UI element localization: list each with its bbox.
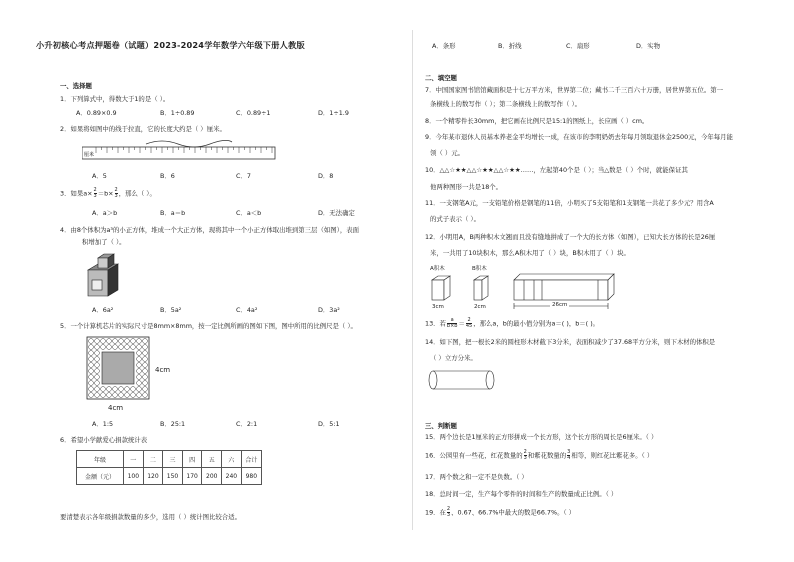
q2-option-c: C．7 [236,172,251,180]
q2-option-d: D．8 [318,172,334,180]
q16-text-mid: 和紫花数量的 [527,451,567,460]
q19-fraction: $\frac{2}{3}$ [446,506,451,518]
question-16 [425,450,653,461]
question-17: 17．两个数之和一定不是负数。（ ） [425,473,528,481]
block-a-label: A积木 [430,266,445,272]
q3-option-d: D．无法确定 [318,209,355,217]
section-choice-title: 一、选择题 [60,82,92,90]
chip-pin [143,369,148,374]
question-12-line1: 12．小明用A，B两种积木文翘而且没有缝地拼成了一个大的长方体（如图），已知大长方体的长是26厘 [425,233,716,241]
block-b-label: B积木 [472,266,487,272]
chip-pin [137,345,142,350]
table-row [77,468,262,485]
block-b-dimension: 2cm [474,304,486,310]
table-cell: 六 [222,451,242,468]
question-3 [60,188,156,199]
chip-pin [107,393,112,398]
chip-pin [89,381,94,386]
ruler-figure [82,138,277,164]
q16-text-end: 相等，则红花比紫花多。（ ） [571,451,654,460]
chip-pin [113,393,118,398]
q3-text-end: ，那么（ ）。 [118,189,156,198]
question-7-line2: 条横线上的数写作（ ）；第二条横线上的数写作（ ）。 [430,100,582,108]
question-1: 1．下列算式中，得数大于1的是（ ）。 [60,95,170,103]
q3-text-start: 3．如果a× [60,189,93,198]
chip-pin [113,387,118,392]
chip-pin [137,381,142,386]
chip-pin [131,339,136,344]
q3-text-mid: ＝b× [97,189,114,198]
ruler-unit-label: 厘米 [84,152,95,158]
question-12-line2: 米，一共用了10块积木，那么A积木用了（ ）块，B积木用了（ ）块。 [430,249,630,257]
q4-option-d: D．3a² [318,306,340,314]
table-cell: 100 [124,468,144,485]
donation-table [76,450,262,485]
question-9-line1: 9．今年某市退休人员基本养老金平均增长一成，在该市的李明奶奶去年每月领取退休金2500元，今年每月能 [425,133,733,141]
column-divider [412,30,413,530]
chip-pin [137,351,142,356]
table-cell: 五 [202,451,222,468]
q5-option-d: D．5:1 [318,420,340,428]
chip-pin [119,339,124,344]
table-cell: 四 [182,451,202,468]
chip-pin [107,345,112,350]
chip-pin [101,345,106,350]
chip-pin [101,387,106,392]
chip-pin [119,345,124,350]
chip-pin [89,363,94,368]
table-cell: 年级 [77,451,124,468]
q5-option-b: B．25:1 [160,420,186,428]
chip-pin [113,345,118,350]
chip-pin [95,393,100,398]
curve-line [146,140,232,147]
question-15: 15．两个边长是1厘米的正方形拼成一个长方形，这个长方形的周长是6厘米。（ ） [425,433,658,441]
q6-option-a: A．条形 [432,42,456,50]
q3-option-a: A．a＞b [92,209,118,217]
q16-fraction-2: $\frac{3}{4}$ [567,449,571,461]
chip-pin [143,363,148,368]
chip-pin [89,369,94,374]
q4-option-b: B．5a² [160,306,182,314]
q13-fraction-2: $\frac{2}{45}$ [465,317,473,329]
chip-pin [95,375,100,380]
q6-option-c: C．扇形 [566,42,590,50]
chip-pin [95,381,100,386]
question-19 [425,507,575,518]
chip-pin [143,345,148,350]
chip-pin [95,363,100,368]
chip-width-label: 4cm [108,404,124,412]
q16-fraction-1: $\frac{2}{3}$ [523,449,527,461]
q3-option-c: C．a＜b [236,209,262,217]
q13-text-start: 13．若 [425,319,446,328]
chip-pin [113,339,118,344]
q2-option-a: A．5 [92,172,107,180]
chip-pin [107,339,112,344]
table-cell: 150 [163,468,183,485]
chip-pin [95,339,100,344]
chip-pin [119,387,124,392]
q1-option-b: B．1÷0.89 [160,109,195,117]
q19-text-start: 19．在 [425,508,446,517]
chip-pin [89,393,94,398]
block-a-dimension: 3cm [432,304,444,310]
question-6-tail: 要清楚表示各年级捐款数量的多少，选用（ ）统计图比较合适。 [60,513,241,521]
question-2: 2．如果将如图中的线于拉直，它的长度大约是（ ）厘米。 [60,125,226,133]
q13-text-end: ，那么a，b的最小值分别为a＝( )，b＝( )。 [473,319,600,328]
question-5: 5．一个计算机芯片的实际尺寸是8mm×8mm，按一定比例所画的图如下图，图中所用的比例尺是（ ）。 [60,322,357,330]
table-cell: 一 [124,451,144,468]
q13-fraction-1: $\frac{a}{b\times b}$ [446,317,458,329]
question-14-line1: 14．如下图，把一根长2米的圆柱形木材截下3分米，表面积减少了37.68平方分米，则下木材的体积是 [425,338,716,346]
question-8: 8．一个精零件长30mm，把它画在比例尺是15:1的图纸上，长应画（ ）cm。 [425,117,649,125]
chip-pin [89,339,94,344]
chip-pin [101,393,106,398]
chip-pin [143,357,148,362]
table-cell: 170 [182,468,202,485]
chip-pin [107,387,112,392]
table-cell: 金额（元） [77,468,124,485]
section-fill-title: 二、填空题 [425,74,457,82]
section-judge-title: 三、判断题 [425,422,457,430]
cube-stack-figure [84,252,124,298]
chip-pin [143,381,148,386]
long-block-dimension: 26cm [552,302,568,308]
blocks-figure [428,272,618,312]
question-9-line2: 领（ ）元。 [430,149,464,157]
table-header-row [77,451,262,468]
question-13 [425,318,599,329]
chip-pin [137,357,142,362]
q1-option-a: A．0.89×0.9 [76,109,117,117]
question-14-line2: （ ）立方分米。 [430,354,477,362]
question-6: 6．希望小学献爱心捐款统计表 [60,436,148,444]
chip-pin [125,387,130,392]
chip-pin [143,387,148,392]
question-11-line2: 的式子表示（ ）。 [430,215,480,223]
q4-option-a: A．6a² [92,306,114,314]
chip-pin [143,339,148,344]
table-cell: 三 [163,451,183,468]
chip-pin [95,345,100,350]
cylinder-figure [428,368,498,392]
q16-text-start: 16．公园里有一些花，红花数量的 [425,451,523,460]
table-cell: 二 [143,451,163,468]
chip-pin [95,351,100,356]
q4-option-c: C．4a² [236,306,258,314]
chip-pin [89,375,94,380]
chip-pin [89,351,94,356]
chip-pin [125,393,130,398]
table-cell: 合计 [241,451,261,468]
chip-pin [131,345,136,350]
chip-pin [137,393,142,398]
chip-pin [137,363,142,368]
chip-pin [125,339,130,344]
chip-pin [131,387,136,392]
question-18: 18．总时间一定，生产每个零件的时间和生产的数量成正比例。（ ） [425,490,618,498]
q3-fraction-2: $\frac{2}{3}$ [114,187,118,199]
table-cell: 200 [202,468,222,485]
chip-pin [125,345,130,350]
chip-pin [143,393,148,398]
table-cell: 980 [241,468,261,485]
chip-pin [119,393,124,398]
chip-core [102,352,134,384]
question-7-line1: 7．中国国家图书馆馆藏面积是十七万平方米，世界第二位；藏书二千三百六十万册，居世界第五位。第一 [425,86,724,94]
question-10-line1: 10．△△☆★★△△☆★★△△☆★★……，左起第40个是（ ）；当△数是（ ）个时，就能保证其 [425,166,688,174]
q1-option-c: C．0.89÷1 [236,109,271,117]
chip-pin [89,387,94,392]
chip-pin [137,375,142,380]
q6-option-b: B．折线 [498,42,522,50]
q6-option-d: D．实物 [636,42,661,50]
table-cell: 120 [143,468,163,485]
q19-text-end: 、0.67、66.7%中最大的数是66.7%。（ ） [451,508,576,517]
chip-figure [86,336,158,406]
question-4-line2: 积增加了（ ）。 [82,238,126,246]
chip-pin [89,357,94,362]
chip-pin [143,375,148,380]
chip-pin [101,339,106,344]
chip-pin [89,345,94,350]
q5-option-c: C．2:1 [236,420,258,428]
chip-pin [137,369,142,374]
question-11-line1: 11．一支钢笔A元，一支铅笔价格是钢笔的11倍，小明买了5支铅笔和1支钢笔一共花了多少元？用含A [425,199,714,207]
chip-pin [137,339,142,344]
q2-option-b: B．6 [160,172,175,180]
q13-equals: ＝ [458,319,465,328]
q5-option-a: A．1:5 [92,420,114,428]
question-4-line1: 4．由8个体积为a³的小正方体，堆成一个大正方体，现将其中一个小正方体取出堆到第三层（如图），表面 [60,226,359,234]
chip-height-label: 4cm [155,366,171,374]
question-10-line2: 他两种图形一共是18个。 [430,183,503,191]
ruler-ticks [96,147,272,153]
chip-pin [95,357,100,362]
page-title: 小升初核心考点押题卷（试题）2023-2024学年数学六年级下册人教版 [36,40,305,50]
chip-pin [137,387,142,392]
chip-pin [95,387,100,392]
chip-pin [95,369,100,374]
table-cell: 240 [222,468,242,485]
q1-option-d: D．1÷1.9 [318,109,349,117]
chip-pin [143,351,148,356]
q3-option-b: B．a＝b [160,209,186,217]
q3-fraction-1: $\frac{2}{3}$ [93,187,97,199]
chip-pin [131,393,136,398]
